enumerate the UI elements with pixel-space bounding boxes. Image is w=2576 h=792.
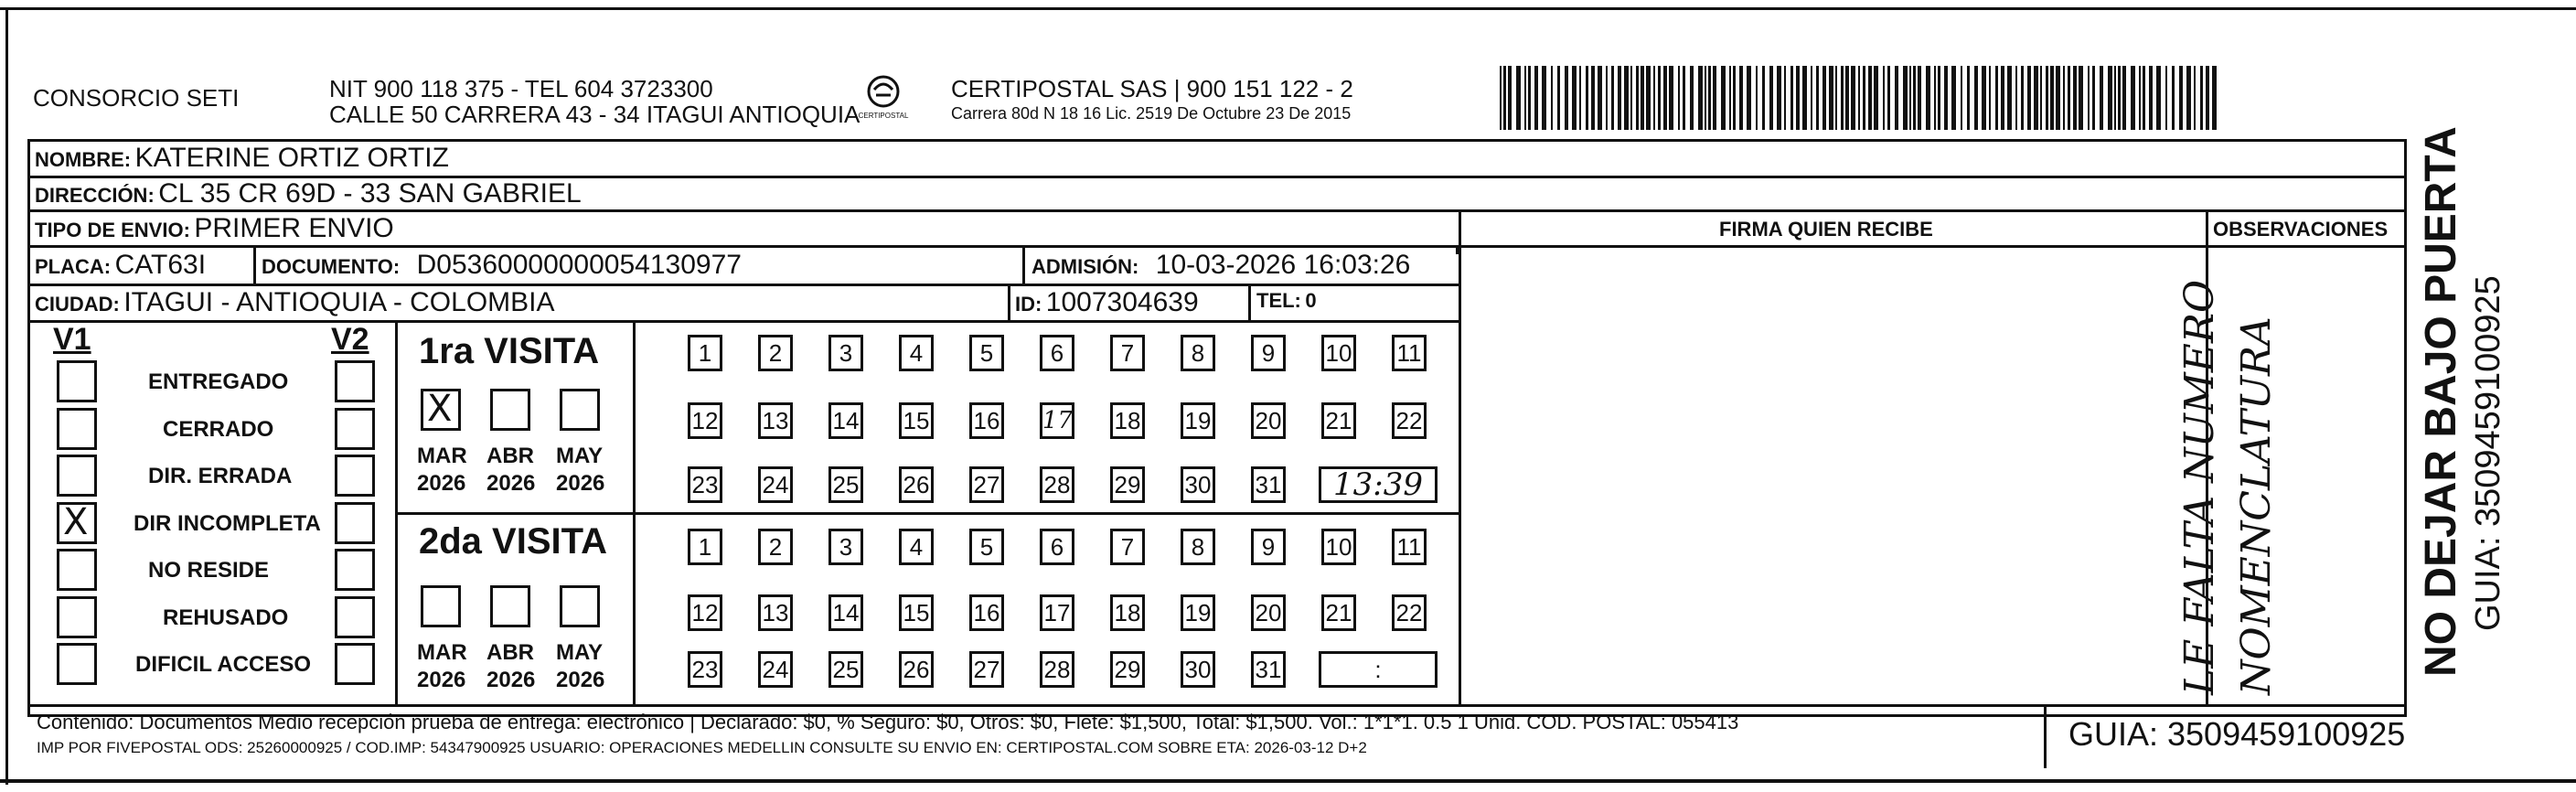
day-box[interactable]: 30	[1181, 466, 1215, 503]
barcode-bar	[1944, 66, 1948, 130]
barcode-bar	[1721, 66, 1726, 130]
day-box[interactable]: 29	[1110, 466, 1145, 503]
visit-month-label: ABR	[486, 444, 534, 468]
barcode-bar	[1851, 66, 1855, 130]
v1-checkbox[interactable]	[57, 360, 97, 402]
day-box[interactable]: 20	[1251, 402, 1286, 439]
barcode-bar	[1918, 66, 1921, 130]
barcode-bar	[1579, 66, 1581, 130]
barcode-bar	[2050, 66, 2054, 130]
barcode-bar	[1784, 66, 1786, 130]
barcode-bar	[1698, 66, 1703, 130]
day-box[interactable]: 5	[969, 529, 1004, 565]
barcode-bar	[2092, 66, 2095, 130]
barcode-bar	[1982, 66, 1986, 130]
col-rule	[1022, 245, 1025, 284]
barcode-bar	[1551, 66, 1553, 130]
barcode-bar	[1678, 66, 1680, 130]
day-box[interactable]: 26	[899, 466, 934, 503]
day-box[interactable]: 3	[828, 335, 863, 371]
barcode-bar	[1534, 66, 1538, 130]
day-box[interactable]: 18	[1110, 594, 1145, 631]
visit-year-label: 2026	[556, 668, 605, 692]
barcode-bar	[1641, 66, 1644, 130]
barcode-bar	[1598, 66, 1602, 130]
documento-label: DOCUMENTO:	[262, 255, 401, 278]
ciudad-field	[35, 287, 555, 318]
day-box[interactable]: 11	[1392, 335, 1427, 371]
row-rule	[27, 209, 2407, 212]
v2-checkbox[interactable]	[335, 643, 375, 685]
admision-field	[1031, 250, 1410, 281]
barcode-bar	[2156, 66, 2161, 130]
col-rule	[1459, 209, 1461, 706]
status-label: DIR INCOMPLETA	[134, 510, 321, 536]
barcode-bar	[1874, 66, 1878, 130]
barcode-bar	[2165, 66, 2167, 130]
day-box[interactable]: 2	[758, 335, 793, 371]
barcode-bar	[2079, 66, 2083, 130]
barcode-bar	[1811, 66, 1812, 130]
v1-checkbox[interactable]	[57, 455, 97, 497]
barcode-bar	[1708, 66, 1711, 130]
barcode-bar	[1995, 66, 1998, 130]
barcode-bar	[1705, 66, 1706, 130]
visit-year-label: 2026	[417, 668, 466, 692]
admision-label: ADMISIÓN:	[1031, 255, 1139, 278]
guia-vertical: GUIA: 3509459100925	[2469, 275, 2507, 631]
placa-field	[35, 250, 206, 281]
status-label: REHUSADO	[163, 605, 289, 630]
left-rule	[5, 7, 8, 785]
barcode-bar	[1961, 66, 1962, 130]
barcode-bar	[2073, 66, 2077, 130]
barcode-bar	[1528, 66, 1531, 130]
day-box[interactable]: 10	[1321, 529, 1356, 565]
footer-contenido: Contenido: Documentos Medio recepción prueba de entrega: electrónico | Declarado: $0, % Seguro: $0, Otros: $0, Flete: $1,500, Total: $1,500. Vol.: 1*1*1. 0.5 1 Unid. COD. POSTAL: 055413	[37, 711, 1739, 733]
day-box[interactable]: 27	[969, 466, 1004, 503]
day-box[interactable]: 17	[1040, 402, 1074, 439]
barcode-bar	[1630, 66, 1632, 130]
v1-header: V1	[53, 322, 91, 357]
barcode-bar	[1690, 66, 1694, 130]
day-box[interactable]: 9	[1251, 335, 1286, 371]
barcode-bar	[1913, 66, 1916, 130]
barcode	[1500, 66, 2222, 130]
day-box[interactable]: 14	[828, 594, 863, 631]
barcode-bar	[1816, 66, 1819, 130]
day-box[interactable]: 19	[1181, 402, 1215, 439]
status-label: DIFICIL ACCESO	[135, 652, 312, 677]
barcode-bar	[1868, 66, 1872, 130]
barcode-bar	[2100, 66, 2103, 130]
tipo-row	[35, 213, 394, 244]
barcode-bar	[1611, 66, 1614, 130]
barcode-bar	[1747, 66, 1751, 130]
barcode-bar	[1565, 66, 1568, 130]
day-box[interactable]: 12	[688, 594, 722, 631]
barcode-bar	[1845, 66, 1849, 130]
barcode-bar	[1769, 66, 1773, 130]
observaciones-note	[2172, 280, 2285, 695]
barcode-bar	[2131, 66, 2135, 130]
visit-month-checkbox[interactable]	[421, 585, 461, 627]
nombre-row	[35, 143, 449, 174]
day-box[interactable]: 6	[1040, 335, 1074, 371]
day-box[interactable]: 15	[899, 402, 934, 439]
observaciones-line-1: LE FALTA NUMERO	[2176, 279, 2223, 695]
col-rule	[1456, 245, 1459, 254]
visit-year-label: 2026	[417, 471, 466, 496]
day-box[interactable]: 6	[1040, 529, 1074, 565]
row-rule	[27, 704, 2407, 707]
x-mark: X	[427, 388, 453, 430]
barcode-bar	[1887, 66, 1890, 130]
barcode-bar	[1739, 66, 1743, 130]
admision-value: 10-03-2026 16:03:26	[1155, 250, 1411, 280]
barcode-bar	[1796, 66, 1800, 130]
nit-line: NIT 900 118 375 - TEL 604 3723300	[329, 75, 713, 102]
row-rule	[27, 245, 2407, 248]
day-box[interactable]: 28	[1040, 651, 1074, 688]
barcode-bar	[2001, 66, 2004, 130]
barcode-bar	[1557, 66, 1560, 130]
observaciones-line-2: NOMENCLATURA	[2233, 316, 2280, 695]
row-rule	[27, 284, 1459, 286]
day-box[interactable]: 21	[1321, 594, 1356, 631]
status-label: CERRADO	[163, 416, 274, 442]
direccion-row	[35, 178, 582, 209]
v1-checkbox[interactable]	[57, 643, 97, 685]
day-box[interactable]: 5	[969, 335, 1004, 371]
documento-value: D05360000000054130977	[416, 250, 742, 280]
day-box[interactable]: 27	[969, 651, 1004, 688]
day-box[interactable]: 14	[828, 402, 863, 439]
barcode-bar	[1967, 66, 1970, 130]
day-box[interactable]: 12	[688, 402, 722, 439]
visit-month-label: MAR	[417, 444, 467, 468]
barcode-bar	[2108, 66, 2112, 130]
v1-checkbox[interactable]	[57, 596, 97, 638]
barcode-bar	[2034, 66, 2038, 130]
barcode-bar	[2015, 66, 2017, 130]
day-box[interactable]: 21	[1321, 402, 1356, 439]
day-box[interactable]: 18	[1110, 402, 1145, 439]
barcode-bar	[1646, 66, 1651, 130]
direccion-label: DIRECCIÓN:	[35, 184, 155, 207]
barcode-bar	[1909, 66, 1911, 130]
v1-checkbox[interactable]	[57, 408, 97, 450]
barcode-bar	[1858, 66, 1860, 130]
barcode-bar	[2186, 66, 2191, 130]
col-rule	[2044, 704, 2047, 768]
tipo-label: TIPO DE ENVIO:	[35, 219, 190, 241]
barcode-bar	[1524, 66, 1526, 130]
day-box[interactable]: 16	[969, 594, 1004, 631]
barcode-bar	[1669, 66, 1673, 130]
tipo-value: PRIMER ENVIO	[194, 213, 394, 243]
ciudad-value: ITAGUI - ANTIOQUIA - COLOMBIA	[123, 287, 555, 317]
barcode-bar	[1586, 66, 1588, 130]
barcode-bar	[1606, 66, 1608, 130]
day-box[interactable]: 31	[1251, 466, 1286, 503]
barcode-bar	[1895, 66, 1898, 130]
barcode-bar	[1938, 66, 1940, 130]
company-address: CALLE 50 CARRERA 43 - 34 ITAGUI ANTIOQUIA	[329, 101, 860, 128]
day-box[interactable]: 30	[1181, 651, 1215, 688]
barcode-bar	[2118, 66, 2121, 130]
bottom-rule	[0, 779, 2576, 783]
barcode-bar	[2068, 66, 2070, 130]
day-box[interactable]: 4	[899, 335, 934, 371]
status-label: ENTREGADO	[148, 369, 289, 394]
day-box[interactable]: 25	[828, 651, 863, 688]
day-box[interactable]: 7	[1110, 335, 1145, 371]
company-name: CONSORCIO SETI	[33, 84, 240, 112]
day-box[interactable]: 13	[758, 594, 793, 631]
day-box[interactable]: 31	[1251, 651, 1286, 688]
day-box[interactable]: 8	[1181, 529, 1215, 565]
barcode-bar	[1653, 66, 1655, 130]
row-rule	[27, 320, 1459, 323]
day-box[interactable]: 23	[688, 466, 722, 503]
barcode-bar	[1790, 66, 1793, 130]
v1-checkbox[interactable]	[57, 549, 97, 591]
barcode-bar	[1974, 66, 1978, 130]
documento-field	[262, 250, 742, 281]
barcode-bar	[1572, 66, 1577, 130]
barcode-bar	[1903, 66, 1908, 130]
barcode-bar	[2122, 66, 2126, 130]
barcode-bar	[1841, 66, 1844, 130]
barcode-bar	[1542, 66, 1546, 130]
barcode-bar	[1762, 66, 1765, 130]
nombre-value: KATERINE ORTIZ ORTIZ	[134, 143, 449, 173]
barcode-bar	[1729, 66, 1731, 130]
day-box[interactable]: 10	[1321, 335, 1356, 371]
barcode-bar	[1516, 66, 1521, 130]
tel-label: TEL:	[1256, 289, 1301, 312]
ciudad-label: CIUDAD:	[35, 293, 120, 316]
day-box[interactable]: 24	[758, 466, 793, 503]
top-rule	[0, 7, 2576, 10]
time-box[interactable]	[1319, 651, 1438, 688]
time-placeholder: :	[1374, 656, 1382, 683]
barcode-bar	[1951, 66, 1956, 130]
day-box[interactable]: 16	[969, 402, 1004, 439]
status-label: NO RESIDE	[148, 558, 270, 583]
v2-checkbox[interactable]	[335, 596, 375, 638]
barcode-bar	[1683, 66, 1685, 130]
barcode-bar	[1863, 66, 1865, 130]
footer-guia: GUIA: 3509459100925	[2068, 715, 2406, 753]
placa-label: PLACA:	[35, 255, 112, 278]
barcode-bar	[2179, 66, 2183, 130]
day-box[interactable]: 1	[688, 335, 722, 371]
visit-year-label: 2026	[556, 471, 605, 496]
barcode-bar	[2007, 66, 2012, 130]
barcode-bar	[2200, 66, 2203, 130]
v1-checkbox[interactable]	[57, 502, 97, 544]
barcode-bar	[2027, 66, 2031, 130]
barcode-bar	[2046, 66, 2048, 130]
barcode-bar	[1503, 66, 1506, 130]
day-box[interactable]: 25	[828, 466, 863, 503]
footer-imp: IMP POR FIVEPOSTAL ODS: 25260000925 / COD.IMP: 54347900925 USUARIO: OPERACIONES MEDELLIN CONSULTE SU ENVIO EN: CERTIPOSTAL.COM SOBRE ETA: 2026-03-12 D+2	[37, 739, 1367, 756]
no-dejar-vertical: NO DEJAR BAJO PUERTA	[2417, 126, 2465, 677]
barcode-bar	[2212, 66, 2217, 130]
day-box[interactable]: 22	[1392, 594, 1427, 631]
barcode-bar	[1777, 66, 1781, 130]
barcode-bar	[1822, 66, 1826, 130]
barcode-bar	[1756, 66, 1758, 130]
col-rule	[253, 245, 256, 284]
barcode-bar	[1883, 66, 1885, 130]
barcode-bar	[1926, 66, 1930, 130]
tel-field	[1256, 289, 1317, 313]
x-mark: X	[63, 500, 89, 543]
day-box[interactable]: 22	[1392, 402, 1427, 439]
barcode-bar	[1934, 66, 1936, 130]
status-label: DIR. ERRADA	[148, 464, 293, 488]
barcode-bar	[2056, 66, 2060, 130]
barcode-bar	[2206, 66, 2209, 130]
visit-month-label: ABR	[486, 640, 534, 665]
day-box[interactable]: 23	[688, 651, 722, 688]
day-box[interactable]: 8	[1181, 335, 1215, 371]
v2-header: V2	[331, 322, 369, 357]
day-box[interactable]: 13	[758, 402, 793, 439]
barcode-bar	[2088, 66, 2090, 130]
first-visit-title: 1ra VISITA	[419, 331, 600, 371]
carrier-line: CERTIPOSTAL SAS | 900 151 122 - 2	[951, 75, 1353, 102]
barcode-bar	[1508, 66, 1512, 130]
day-box[interactable]: 11	[1392, 529, 1427, 565]
visit-year-label: 2026	[486, 471, 536, 496]
barcode-bar	[2194, 66, 2196, 130]
v2-checkbox[interactable]	[335, 408, 375, 450]
second-visit-title: 2da VISITA	[419, 521, 607, 562]
barcode-bar	[1624, 66, 1629, 130]
day-box[interactable]: 19	[1181, 594, 1215, 631]
day-box[interactable]: 15	[899, 594, 934, 631]
v2-checkbox[interactable]	[335, 455, 375, 497]
barcode-bar	[1713, 66, 1716, 130]
barcode-bar	[2149, 66, 2153, 130]
id-label: ID:	[1015, 293, 1042, 316]
day-box[interactable]: 29	[1110, 651, 1145, 688]
barcode-bar	[2114, 66, 2116, 130]
id-value: 1007304639	[1045, 287, 1199, 317]
day-box[interactable]: 24	[758, 651, 793, 688]
barcode-bar	[1829, 66, 1833, 130]
visit-month-checkbox[interactable]	[421, 389, 461, 431]
direccion-value: CL 35 CR 69D - 33 SAN GABRIEL	[158, 178, 582, 209]
barcode-bar	[1500, 66, 1502, 130]
v2-checkbox[interactable]	[335, 502, 375, 544]
barcode-bar	[1618, 66, 1621, 130]
barcode-bar	[2040, 66, 2042, 130]
v2-checkbox[interactable]	[335, 360, 375, 402]
visit-month-checkbox[interactable]	[490, 585, 530, 627]
visit-month-label: MAY	[556, 640, 604, 665]
barcode-bar	[2063, 66, 2065, 130]
barcode-bar	[2139, 66, 2141, 130]
day-box[interactable]: 20	[1251, 594, 1286, 631]
section-rule	[633, 323, 636, 704]
day-box[interactable]: 3	[828, 529, 863, 565]
observaciones-header: OBSERVACIONES	[2213, 218, 2389, 241]
barcode-bar	[1802, 66, 1807, 130]
day-box[interactable]: 2	[758, 529, 793, 565]
barcode-bar	[1835, 66, 1837, 130]
logo-text: CERTIPOSTAL	[858, 112, 909, 120]
id-field	[1015, 287, 1199, 318]
barcode-bar	[2172, 66, 2175, 130]
visit-month-label: MAR	[417, 640, 467, 665]
barcode-bar	[1658, 66, 1661, 130]
license-line: Carrera 80d N 18 16 Lic. 2519 De Octubre 23 De 2015	[951, 104, 1352, 123]
day-box[interactable]: 9	[1251, 529, 1286, 565]
barcode-bar	[2143, 66, 2145, 130]
day-box[interactable]: 17	[1040, 594, 1074, 631]
day-box[interactable]: 7	[1110, 529, 1145, 565]
visit-year-label: 2026	[486, 668, 536, 692]
visit-month-checkbox[interactable]	[490, 389, 530, 431]
time-value: 13:39	[1333, 466, 1423, 503]
day-box[interactable]: 28	[1040, 466, 1074, 503]
visit-month-checkbox[interactable]	[560, 389, 600, 431]
placa-value: CAT63I	[114, 250, 207, 280]
barcode-bar	[2021, 66, 2024, 130]
day-box[interactable]: 26	[899, 651, 934, 688]
visit-month-label: MAY	[556, 444, 604, 468]
section-rule	[395, 512, 1459, 515]
col-rule	[1008, 284, 1010, 320]
visit-month-checkbox[interactable]	[560, 585, 600, 627]
firma-header: FIRMA QUIEN RECIBE	[1719, 218, 1933, 241]
tel-value: 0	[1305, 289, 1317, 312]
barcode-bar	[1989, 66, 1991, 130]
barcode-bar	[1636, 66, 1639, 130]
day-box[interactable]: 1	[688, 529, 722, 565]
day-box[interactable]: 4	[899, 529, 934, 565]
barcode-bar	[1591, 66, 1595, 130]
certipostal-logo	[850, 71, 916, 126]
barcode-bar	[1733, 66, 1736, 130]
v2-checkbox[interactable]	[335, 549, 375, 591]
nombre-label: NOMBRE:	[35, 148, 132, 171]
time-box[interactable]	[1319, 466, 1438, 503]
barcode-bar	[1663, 66, 1667, 130]
col-rule	[1248, 284, 1251, 320]
